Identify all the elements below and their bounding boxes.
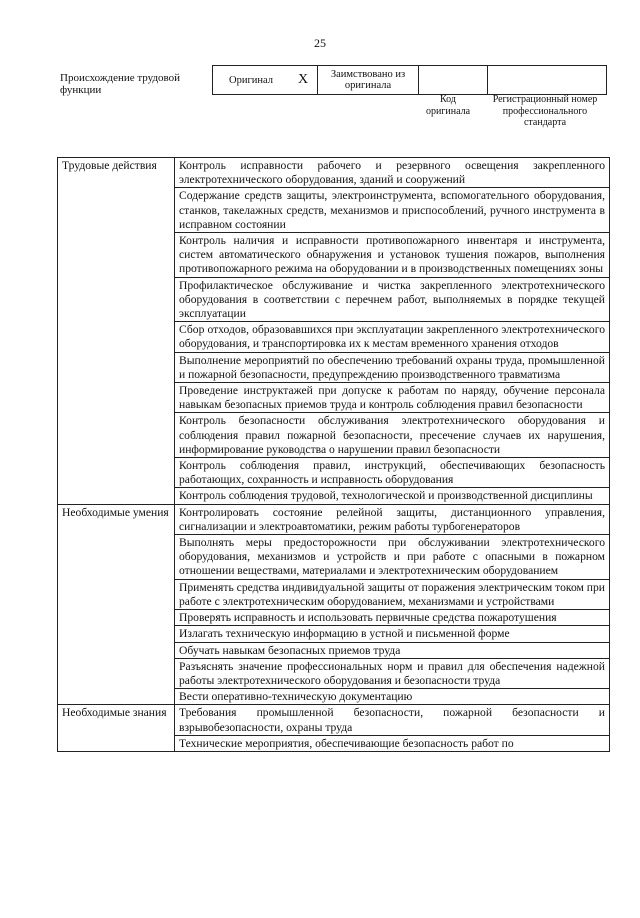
- origin-table: [212, 65, 607, 95]
- table-cell: Требования промышленной безопасности, пожарной безопасности и взрывобезопасности, охраны труда: [175, 705, 610, 735]
- table-cell: Контроль соблюдения трудовой, технологической и производственной дисциплины: [175, 488, 610, 504]
- table-cell: Применять средства индивидуальной защиты от поражения электрическим током при работе с электротехническим оборудованием, механизмами и устройствами: [175, 579, 610, 609]
- table-cell: Выполнение мероприятий по обеспечению требований охраны труда, промышленной и пожарной безопасности, предупреждению производственного травматизма: [175, 352, 610, 382]
- table-cell: Проведение инструктажей при допуске к работам по наряду, обучение персонала навыкам безопасных приемов труда и контроль соблюдения правил безопасности: [175, 383, 610, 413]
- code-cell: [419, 66, 488, 95]
- table-cell: Проверять исправность и использовать первичные средства пожаротушения: [175, 610, 610, 626]
- section-title: Необходимые умения: [58, 504, 175, 705]
- table-row: [58, 158, 610, 188]
- table-cell: Сбор отходов, образовавшихся при эксплуатации закрепленного электротехнического оборудования, и транспортировка их к местам временного хранения отходов: [175, 322, 610, 352]
- original-mark: X: [289, 66, 318, 95]
- table-cell: Контроль безопасности обслуживания электротехнического оборудования и соблюдения правил пожарной безопасности, пресечение случаев их нарушения, информирование руководства о нарушении правил безопасности: [175, 413, 610, 458]
- reg-caption: Регистрационный номер профессионального стандарта: [492, 94, 598, 128]
- reg-number-cell: [488, 66, 607, 95]
- table-row: [58, 705, 610, 735]
- table-cell: Излагать техническую информацию в устной и письменной форме: [175, 626, 610, 642]
- code-caption: Код оригинала: [425, 94, 471, 117]
- borrowed-label: Заимствовано из оригинала: [318, 66, 419, 95]
- original-label: Оригинал: [213, 66, 290, 95]
- table-cell: Контроль наличия и исправности противопожарного инвентаря и инструмента, систем автоматического обнаружения и установок тушения пожаров, выполнения противопожарного режима на оборудовании и в производственных помещениях зоны: [175, 233, 610, 278]
- page-number: 25: [314, 36, 326, 50]
- labor-function-table: [57, 157, 610, 752]
- table-cell: Содержание средств защиты, электроинструмента, вспомогательного оборудования, станков, такелажных средств, механизмов и приспособлений, ручного инструмента в исправном состоянии: [175, 188, 610, 233]
- table-cell: Профилактическое обслуживание и чистка закрепленного электротехнического оборудования в соответствии с перечнем работ, выполняемых в порядке текущей эксплуатации: [175, 277, 610, 322]
- table-cell: Разъяснять значение профессиональных норм и правил для обеспечения надежной работы электротехнического оборудования и безопасности труда: [175, 658, 610, 688]
- table-cell: Обучать навыкам безопасных приемов труда: [175, 642, 610, 658]
- table-row: [58, 504, 610, 534]
- table-cell: Контролировать состояние релейной защиты, дистанционного управления, сигнализации и электроавтоматики, режим работы турбогенераторов: [175, 504, 610, 534]
- origin-label: Происхождение трудовой функции: [60, 72, 181, 96]
- section-title: Трудовые действия: [58, 158, 175, 505]
- table-cell: Выполнять меры предосторожности при обслуживании электротехнического оборудования, механизмов и устройств и при работе с опасными в пожарном отношении веществами, материалами и электротехническим оборудованием: [175, 535, 610, 580]
- table-cell: Контроль соблюдения правил, инструкций, обеспечивающих безопасность работающих, сохранность и исправность оборудования: [175, 458, 610, 488]
- section-title: Необходимые знания: [58, 705, 175, 752]
- table-cell: Контроль исправности рабочего и резервного освещения закрепленного электротехнического оборудования, зданий и сооружений: [175, 158, 610, 188]
- table-cell: Технические мероприятия, обеспечивающие безопасность работ по: [175, 735, 610, 751]
- table-cell: Вести оперативно-техническую документацию: [175, 689, 610, 705]
